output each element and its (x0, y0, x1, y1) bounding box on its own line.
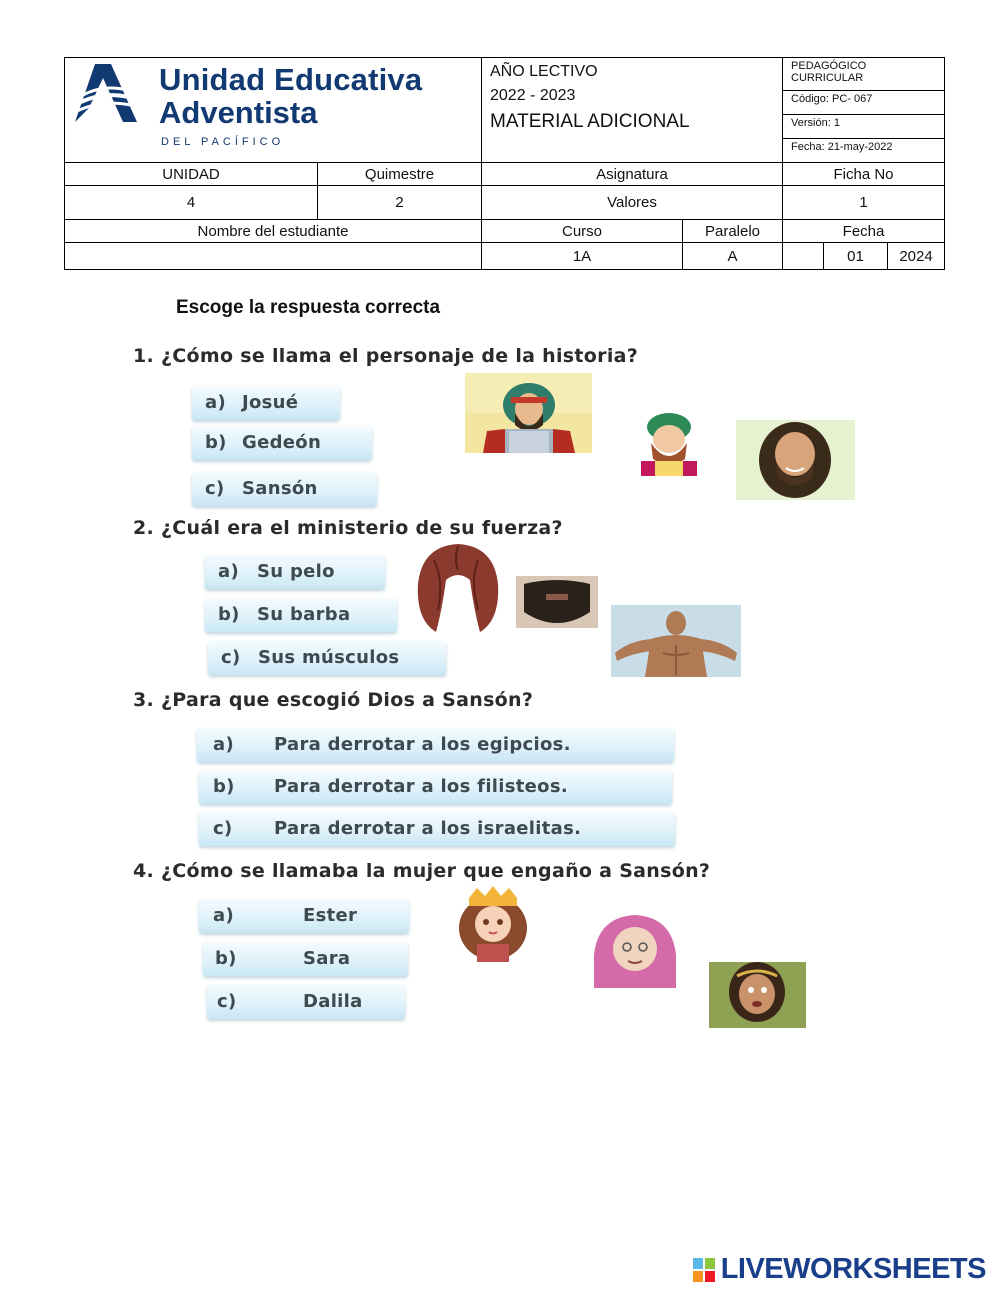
value-ficha: 1 (783, 186, 945, 220)
value-unidad: 4 (65, 186, 318, 220)
label-ficha: Ficha No (783, 163, 945, 186)
turban-character-image (611, 409, 729, 476)
value-quimestre: 2 (318, 186, 482, 220)
value-fecha-year: 2024 (888, 243, 945, 270)
q4-option-c[interactable] (207, 985, 405, 1019)
option-text: Para derrotar a los filisteos. (274, 776, 568, 797)
q4-option-a[interactable] (199, 899, 409, 933)
dalila-image (709, 962, 806, 1028)
option-text: Ester (303, 905, 358, 926)
label-asignatura: Asignatura (482, 163, 783, 186)
option-text: Su barba (257, 604, 351, 625)
q4-option-b[interactable] (203, 942, 408, 976)
value-paralelo: A (683, 243, 783, 270)
option-text: Para derrotar a los egipcios. (274, 734, 571, 755)
option-text: Su pelo (257, 561, 335, 582)
question-1: 1. ¿Cómo se llama el personaje de la historia? (133, 345, 639, 367)
q3-option-a[interactable] (197, 728, 674, 762)
option-letter: c) (213, 818, 233, 839)
option-letter: c) (221, 647, 241, 668)
year-cell (482, 58, 783, 163)
soldier-character-image (465, 373, 592, 453)
value-fecha-month: 01 (824, 243, 888, 270)
student-name-field[interactable] (65, 243, 482, 270)
q2-option-b[interactable] (205, 598, 397, 632)
q2-option-a[interactable] (205, 555, 385, 589)
school-name-line3: DEL PACÍFICO (161, 136, 285, 148)
question-3: 3. ¿Para que escogió Dios a Sansón? (133, 689, 534, 711)
meta-codigo: Código: PC- 067 (783, 91, 945, 115)
label-curso: Curso (482, 220, 683, 243)
option-letter: c) (205, 478, 225, 499)
option-letter: b) (215, 948, 237, 969)
header-table (64, 57, 945, 270)
option-letter: b) (218, 604, 240, 625)
beard-image (516, 576, 598, 628)
year-label: AÑO LECTIVO (490, 63, 598, 80)
material-label: MATERIAL ADICIONAL (490, 111, 690, 132)
school-logo-icon (75, 64, 137, 122)
queen-image (447, 884, 539, 962)
option-letter: a) (218, 561, 239, 582)
label-paralelo: Paralelo (683, 220, 783, 243)
q3-option-b[interactable] (199, 770, 672, 804)
instruction-text: Escoge la respuesta correcta (176, 297, 441, 318)
liveworksheets-logo-icon (693, 1258, 715, 1282)
option-letter: c) (217, 991, 237, 1012)
q3-option-c[interactable] (199, 812, 675, 846)
old-woman-image (580, 911, 690, 988)
label-fecha: Fecha (783, 220, 945, 243)
option-letter: a) (213, 734, 234, 755)
label-quimestre: Quimestre (318, 163, 482, 186)
option-letter: a) (213, 905, 234, 926)
option-text: Dalila (303, 991, 363, 1012)
option-text: Sara (303, 948, 351, 969)
option-letter: b) (213, 776, 235, 797)
school-logo-cell (65, 58, 482, 163)
question-2: 2. ¿Cuál era el ministerio de su fuerza? (133, 517, 563, 539)
option-letter: a) (205, 392, 226, 413)
option-text: Sansón (242, 478, 318, 499)
value-fecha-day (783, 243, 824, 270)
option-text: Sus músculos (258, 647, 400, 668)
long-haired-man-image (736, 420, 855, 500)
option-text: Gedeón (242, 432, 322, 453)
option-text: Para derrotar a los israelitas. (274, 818, 582, 839)
option-letter: b) (205, 432, 227, 453)
school-name-line2: Adventista (159, 95, 318, 130)
meta-version: Versión: 1 (783, 115, 945, 139)
q1-option-a[interactable] (192, 386, 340, 420)
liveworksheets-brand[interactable]: LIVEWORKSHEETS (720, 1253, 986, 1285)
meta-fecha: Fecha: 21-may-2022 (783, 139, 945, 163)
meta-pedagogico: PEDAGÓGICO CURRICULAR (783, 58, 945, 91)
hair-image (414, 540, 502, 635)
q1-option-c[interactable] (192, 472, 377, 506)
label-unidad: UNIDAD (65, 163, 318, 186)
muscles-image (611, 605, 741, 677)
school-name-line1: Unidad Educativa (159, 62, 423, 97)
question-4: 4. ¿Cómo se llamaba la mujer que engaño a Sansón? (133, 860, 711, 882)
value-asignatura: Valores (482, 186, 783, 220)
label-nombre: Nombre del estudiante (65, 220, 482, 243)
value-curso: 1A (482, 243, 683, 270)
year-value: 2022 - 2023 (490, 87, 576, 104)
q1-option-b[interactable] (192, 426, 372, 460)
q2-option-c[interactable] (208, 641, 446, 675)
option-text: Josué (242, 392, 299, 413)
